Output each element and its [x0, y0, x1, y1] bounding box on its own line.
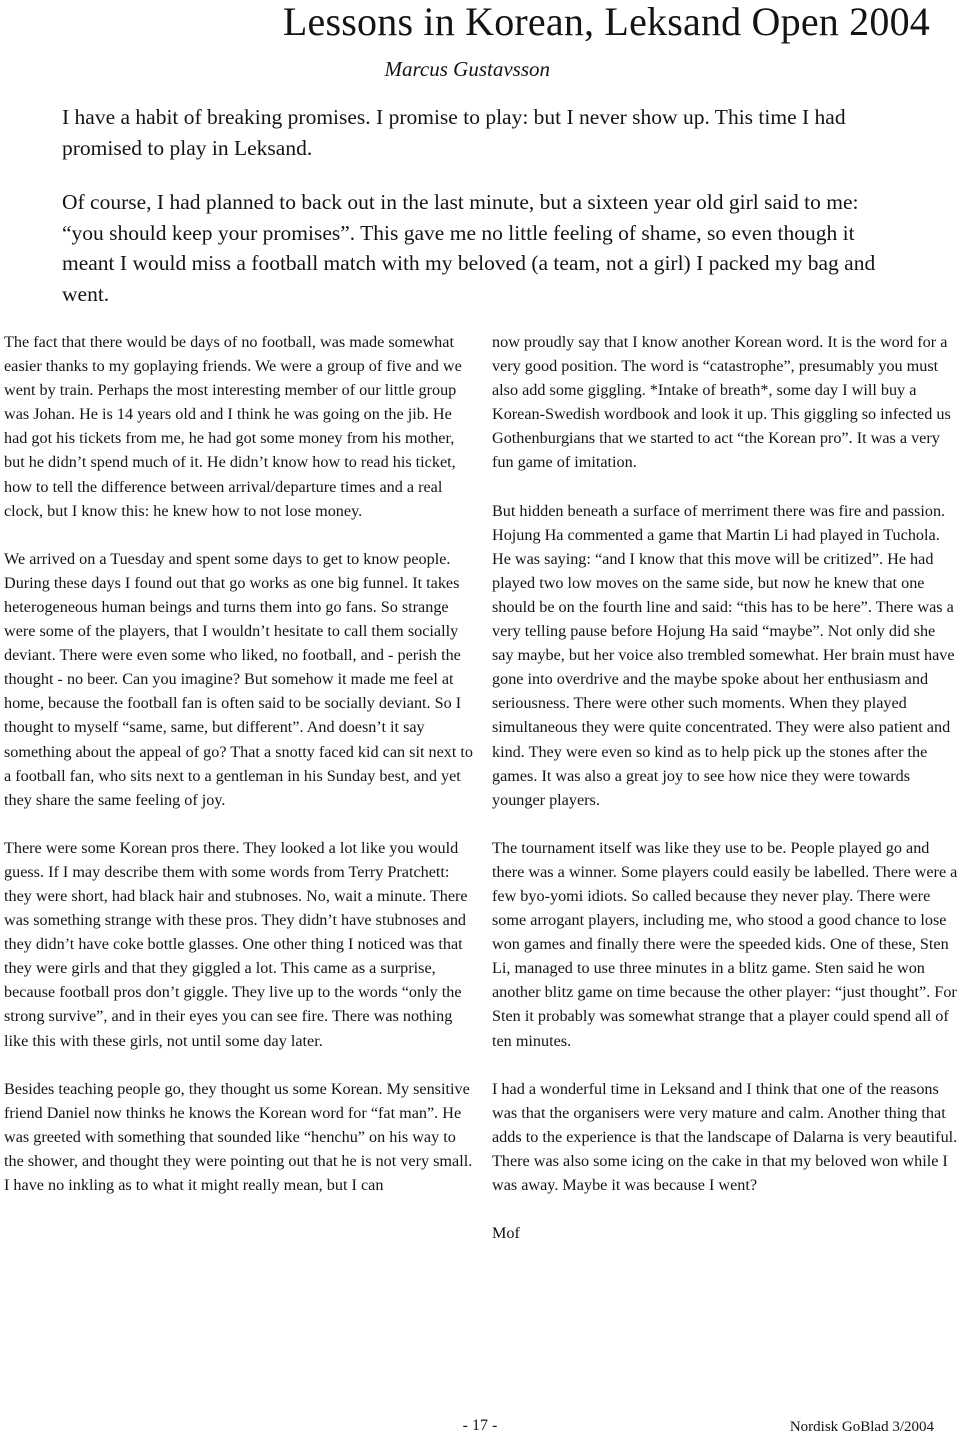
body-paragraph: We arrived on a Tuesday and spent some days to get to know people. During these days I found out that go works as one big funnel. It takes heterogeneous human beings and turns them into go fans. So strange were some of the players, that I wouldn’t hesitate to call them socially deviant. There were even some who liked, no football, and - perish the thought - no beer. Can you imagine? But somehow it made me feel at home, because the football fan is often said to be socially deviant. So I thought to myself “same, same, but different”. And doesn’t it say something about the appeal of go? That a snotty faced kid can sit next to a football fan, who sits next to a gentleman in his Sunday best, and yet they share the same feeling of joy. — [4, 549, 474, 809]
intro-paragraph: Of course, I had planned to back out in the last minute, but a sixteen year old girl said to me: “you should keep your promises”. This gave me no little feeling of shame, so even though it meant I would miss a football match with my beloved (a team, not a girl) I packed my bag and went. — [62, 190, 876, 306]
left-column — [4, 330, 474, 1221]
body-paragraph: There were some Korean pros there. They looked a lot like you would guess. If I may describe them with some words from Terry Pratchett: they were short, had black hair and stubnoses. No, wait a minute. There was something strange with these pros. They didn’t have stubnoses and they didn’t have coke bottle glasses. One other thing I noticed was that they were girls and that they giggled a lot. This came as a surprise, because football pros don’t giggle. They live up to the words “only the strong survive”, and in their eyes you can see fire. There was nothing like this with these girls, not until some day later. — [4, 838, 468, 1050]
article-author: Marcus Gustavsson — [384, 57, 550, 81]
article-title: Lessons in Korean, Leksand Open 2004 — [282, 0, 930, 44]
body-paragraph: now proudly say that I know another Korean word. It is the word for a very good position. The word is “catastrophe”, presumably you must also add some giggling. *Intake of breath*, some day I will buy a Korean-Swedish wordbook and look it up. This giggling so infected us Gothenburgians that we started to act “the Korean pro”. It was a very fun game of imitation. — [492, 333, 951, 472]
body-paragraph: I had a wonderful time in Leksand and I think that one of the reasons was that the organisers were very mature and calm. Another thing that adds to the experience is that the landscape of Dalarna is very beautiful. There was also some icing on the cake in that my beloved won while I was away. Maybe it was because I went? — [492, 1079, 958, 1194]
body-paragraph: The fact that there would be days of no football, was made somewhat easier thanks to my goplaying friends. We were a group of five and we went by train. Perhaps the most interesting member of our little group was Johan. He is 14 years old and I think he was going on the jib. He had got his tickets from me, he had got some money from his mother, but he didn’t spend much of it. He didn’t know how to read his ticket, how to tell the difference between arrival/departure times and a real clock, but I know this: he knew how to not lose money. — [4, 333, 462, 520]
article-intro — [62, 102, 902, 334]
body-paragraph: But hidden beneath a surface of merriment there was fire and passion. Hojung Ha commented a game that Martin Li had played in Tuchola. He was saying: “and I know that this move will be critized”. He had played two low moves on the same side, but now he knew that one should be on the fourth line and said: “this has to be here”. There was a very telling pause before Hojung Ha said “maybe”. Not only did she say maybe, but her voice also trembled somewhat. Her brain must have gone into overdrive and the maybe spoke about her enthusiasm and seriousness. There were other such moments. When they played simultaneous they were quite concentrated. They were also patient and kind. They were even so kind as to help pick up the stones after the games. It was also a great joy to see how nice they were towards younger players. — [492, 501, 955, 809]
body-paragraph: Besides teaching people go, they thought us some Korean. My sensitive friend Daniel now thinks he knows the Korean word for “fat man”. He was greeted with something that sounded like “henchu” on his way to the shower, and thought they were pointing out that he is not very small. I have no inkling as to what it might really mean, but I can — [4, 1079, 473, 1194]
publication-name: Nordisk GoBlad 3/2004 — [789, 1419, 934, 1435]
signature: Mof — [492, 1224, 520, 1243]
intro-paragraph: I have a habit of breaking promises. I promise to play: but I never show up. This time I had promised to play in Leksand. — [62, 105, 846, 160]
page-number: - 17 - — [462, 1417, 498, 1434]
right-column — [492, 330, 960, 1269]
body-paragraph: The tournament itself was like they use to be. People played go and there was a winner. Some players could easily be labelled. There were a few byo-yomi idiots. So called because they never play. There were some arrogant players, including me, who stood a good chance to lose won games and finally there were the speeded kids. One of these, Sten Li, managed to use three minutes in a blitz game. Sten said he won another blitz game on time because the other player: “just thought”. For Sten it probably was somewhat strange that a player could spend all of ten minutes. — [492, 838, 958, 1050]
